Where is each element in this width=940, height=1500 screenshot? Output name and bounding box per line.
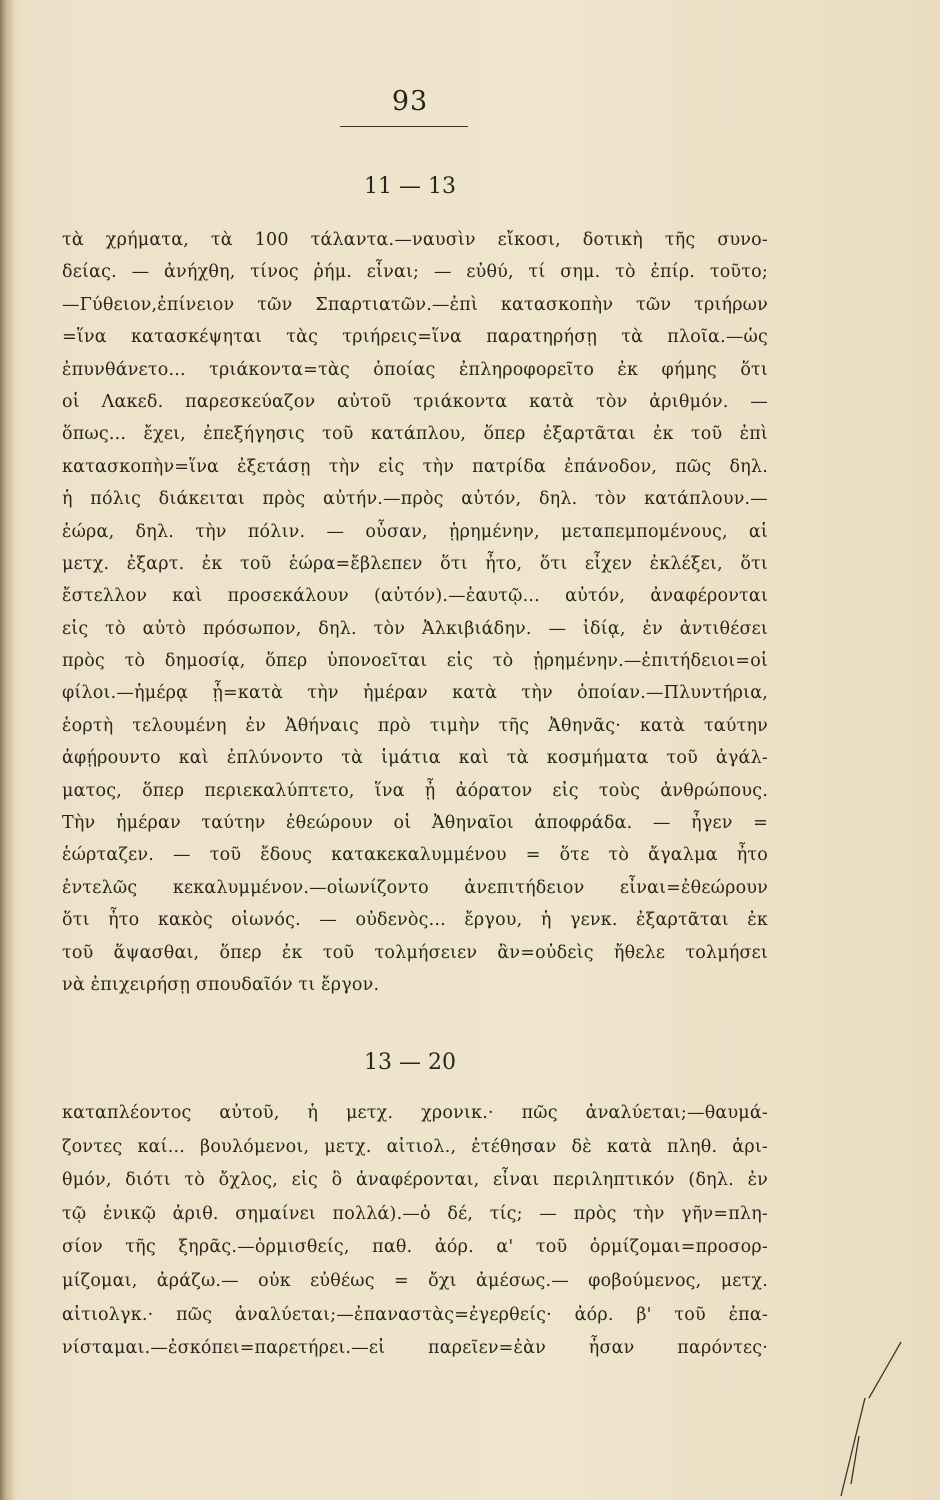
text-line: οἱ Λακεδ. παρεσκεύαζον αὐτοῦ τριάκοντα κατὰ τὸν ἀριθμόν. — bbox=[62, 391, 768, 412]
text-line: ὅπως... ἔχει, ἐπεξήγησις τοῦ κατάπλου, ὅπερ ἐξαρτᾶται ἐκ τοῦ ἐπὶ bbox=[62, 424, 768, 445]
text-line: =ἵνα κατασκέψηται τὰς τριήρεις=ἵνα παρατηρήσῃ τὰ πλοῖα.—ὡς bbox=[62, 327, 768, 348]
text-line: κατασκοπὴν=ἵνα ἐξετάσῃ τὴν εἰς τὴν πατρίδα ἐπάνοδον, πῶς δηλ. bbox=[62, 456, 768, 477]
text-line: νίσταμαι.—ἐσκόπει=παρετήρει.—εἰ παρεῖεν=ἐὰν ἦσαν παρόντες· bbox=[62, 1338, 768, 1359]
text-line: ἔστελλον καὶ προσεκάλουν (αὐτόν).—ἑαυτῷ... αὐτόν, ἀναφέρονται bbox=[62, 586, 768, 607]
text-line: τῷ ἑνικῷ ἀριθ. σημαίνει πολλά).—ὁ δέ, τίς; — πρὸς τὴν γῆν=πλη- bbox=[62, 1203, 768, 1224]
text-line: μετχ. ἐξαρτ. ἐκ τοῦ ἑώρα=ἔβλεπεν ὅτι ἦτο, ὅτι εἶχεν ἐκλέξει, ὅτι bbox=[62, 553, 768, 574]
page-number: 93 bbox=[391, 86, 429, 117]
text-line: ἐντελῶς κεκαλυμμένον.—οἰωνίζοντο ἀνεπιτήδειον εἶναι=ἐθεώρουν bbox=[62, 877, 768, 898]
text-line: τὰ χρήματα, τὰ 100 τάλαντα.—ναυσὶν εἴκοσι, δοτικὴ τῆς συνο- bbox=[62, 230, 768, 250]
text-line: ἑώρα, δηλ. τὴν πόλιν. — οὖσαν, ᾑρημένην, μεταπεμπομένους, αἱ bbox=[62, 521, 768, 542]
text-line: αἰτιολγκ.· πῶς ἀναλύεται;—ἐπαναστὰς=ἐγερθείς· ἀόρ. β' τοῦ ἐπα- bbox=[62, 1304, 768, 1325]
text-line: ἡ πόλις διάκειται πρὸς αὐτήν.—πρὸς αὐτόν, δηλ. τὸν κατάπλουν.— bbox=[62, 489, 768, 510]
text-line: —Γύθειον,ἐπίνειον τῶν Σπαρτιατῶν.—ἐπὶ κατασκοπὴν τῶν τριήρων bbox=[62, 294, 768, 315]
page-binding-edge bbox=[0, 0, 14, 1500]
text-line: θμόν, διότι τὸ ὄχλος, εἰς ὃ ἀναφέρονται, εἶναι περιληπτικόν (δηλ. ἐν bbox=[62, 1170, 768, 1191]
text-line: Τὴν ἡμέραν ταύτην ἐθεώρουν οἱ Ἀθηναῖοι ἀποφράδα. — ἦγεν = bbox=[62, 813, 768, 834]
text-line: φίλοι.—ἡμέρᾳ ᾗ=κατὰ τὴν ἡμέραν κατὰ τὴν ὁποίαν.—Πλυντήρια, bbox=[62, 683, 768, 704]
commentary-block-2 bbox=[62, 1097, 768, 1366]
commentary-block-1 bbox=[62, 224, 768, 1001]
text-line: νὰ ἐπιχειρήσῃ σπουδαῖόν τι ἔργον. bbox=[62, 974, 380, 995]
text-line: πρὸς τὸ δημοσίᾳ, ὅπερ ὑπονοεῖται εἰς τὸ ᾑρημένην.—ἐπιτήδειοι=οἱ bbox=[62, 651, 768, 672]
text-line: ἀφῄρουντο καὶ ἐπλύνοντο τὰ ἱμάτια καὶ τὰ κοσμήματα τοῦ ἀγάλ- bbox=[62, 748, 768, 769]
text-line: τοῦ ἅψασθαι, ὅπερ ἐκ τοῦ τολμήσειεν ἂν=οὐδεὶς ἤθελε τολμήσει bbox=[62, 942, 768, 963]
text-line: ἐπυνθάνετο... τριάκοντα=τὰς ὁποίας ἐπληροφορεῖτο ἐκ φήμης ὅτι bbox=[62, 359, 768, 380]
pencil-mark bbox=[829, 1340, 929, 1500]
header-rule bbox=[340, 126, 468, 127]
text-line: ζοντες καί... βουλόμενοι, μετχ. αἰτιολ., ἐτέθησαν δὲ κατὰ πληθ. ἀρι- bbox=[62, 1136, 768, 1157]
text-line: ματος, ὅπερ περιεκαλύπτετο, ἵνα ᾖ ἀόρατον εἰς τοὺς ἀνθρώπους. bbox=[62, 780, 768, 801]
text-line: μίζομαι, ἀράζω.— οὐκ εὐθέως = ὄχι ἀμέσως.— φοβούμενος, μετχ. bbox=[62, 1270, 768, 1291]
text-line: σίον τῆς ξηρᾶς.—ὁρμισθείς, παθ. ἀόρ. α' τοῦ ὁρμίζομαι=προσορ- bbox=[62, 1237, 768, 1258]
text-line: ὅτι ἦτο κακὸς οἰωνός. — οὐδενὸς... ἔργου, ἡ γενκ. ἐξαρτᾶται ἐκ bbox=[62, 910, 768, 931]
text-line: δείας. — ἀνήχθη, τίνος ῥήμ. εἶναι; — εὐθύ, τί σημ. τὸ ἐπίρ. τοῦτο; bbox=[62, 262, 768, 283]
text-line: εἰς τὸ αὐτὸ πρόσωπον, δηλ. τὸν Ἀλκιβιάδην. — ἰδίᾳ, ἐν ἀντιθέσει bbox=[62, 618, 768, 639]
text-line: καταπλέοντος αὐτοῦ, ἡ μετχ. χρονικ.· πῶς ἀναλύεται;—θαυμά- bbox=[62, 1103, 768, 1123]
text-line: ἑώρταζεν. — τοῦ ἔδους κατακεκαλυμμένου = ὅτε τὸ ἄγαλμα ἦτο bbox=[62, 845, 768, 866]
section-heading-13-20: 13 — 20 bbox=[364, 1050, 456, 1075]
text-line: ἑορτὴ τελουμένη ἐν Ἀθήναις πρὸ τιμὴν τῆς Ἀθηνᾶς· κατὰ ταύτην bbox=[62, 715, 768, 736]
section-heading-11-13: 11 — 13 bbox=[364, 174, 456, 199]
